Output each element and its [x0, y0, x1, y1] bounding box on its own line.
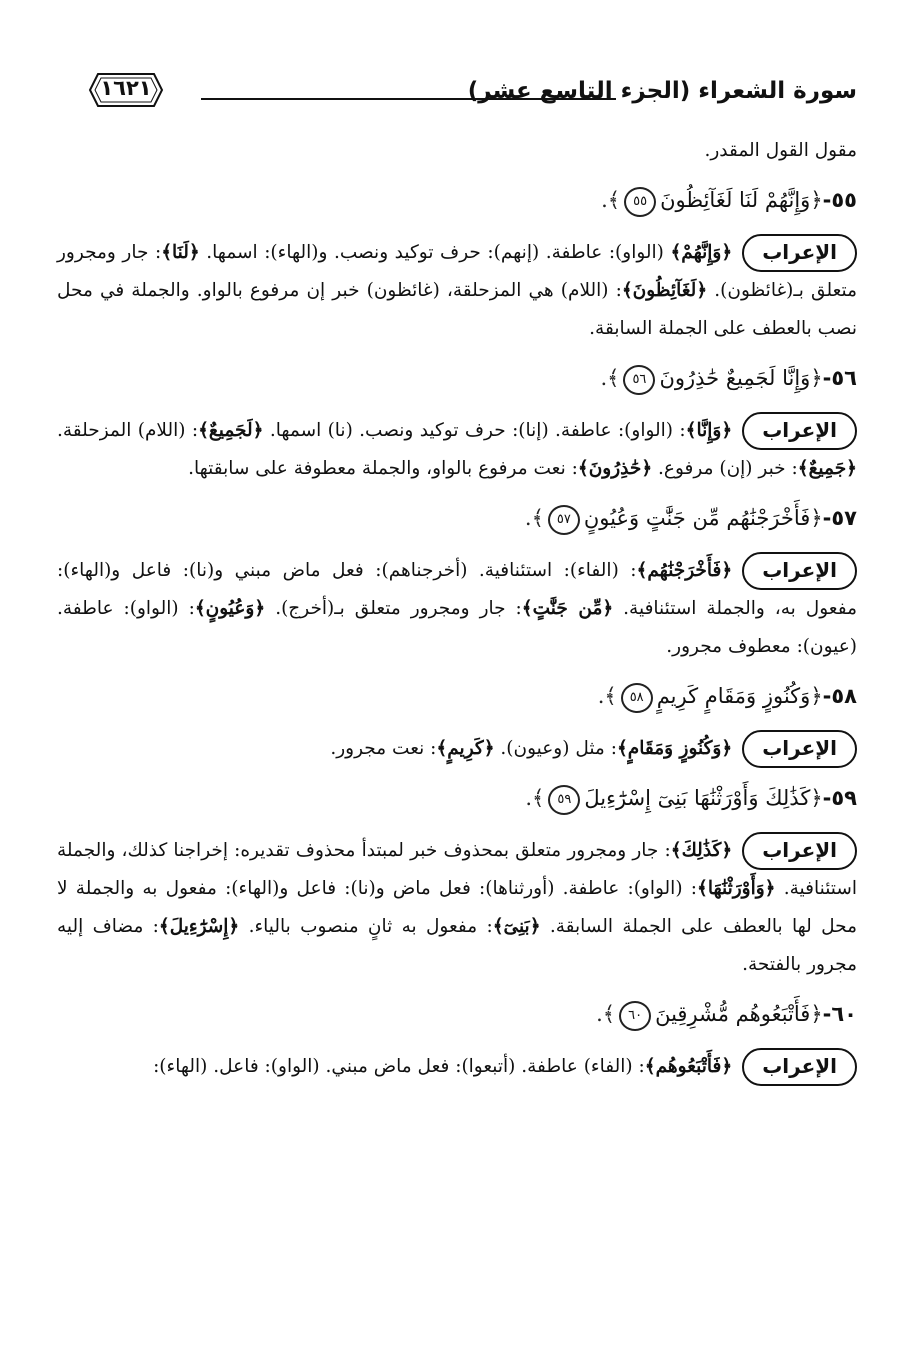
irab-label-badge: الإعراب	[742, 412, 857, 450]
irab-paragraph	[57, 552, 857, 666]
irab-text: : نعت مرفوع بالواو، والجملة معطوفة على سابقتها.	[188, 458, 578, 479]
quoted-word: ﴿بَنِىٓ﴾	[492, 916, 541, 937]
irab-paragraph	[57, 1048, 857, 1086]
irab-label-badge: الإعراب	[742, 552, 857, 590]
verse-number: ٥٦-	[822, 366, 857, 390]
quoted-word: ﴿فَأَخْرَجْنَٰهُم﴾	[636, 560, 733, 581]
irab-text: : (الواو): عاطفة. (إنا): حرف توكيد ونصب. (نا) اسمها.	[263, 420, 686, 441]
ayah-number-mark: ٥٥	[624, 187, 656, 217]
quoted-word: ﴿وَأَوْرَثْنَٰهَا﴾	[697, 878, 776, 899]
irab-text: : (الواو): عاطفة. (عيون): معطوف مجرور.	[57, 598, 857, 657]
quoted-word: ﴿كَرِيمٍ﴾	[436, 738, 495, 759]
verse-number: ٥٧-	[822, 506, 857, 530]
verse-text: ﴿فَأَتْبَعُوهُم مُّشْرِقِينَ	[655, 1002, 823, 1026]
page-header	[86, 62, 857, 118]
irab-text: : جار ومجرور متعلق بـ(غائظون).	[57, 242, 857, 301]
irab-text: : خبر (إن) مرفوع.	[652, 458, 798, 479]
ayah-number-mark: ٦٠	[619, 1001, 651, 1031]
quoted-word: ﴿وَعُيُونٍ﴾	[194, 598, 266, 619]
page-number-badge	[86, 70, 166, 110]
intro-text: مقول القول المقدر.	[704, 140, 857, 161]
verse-number: ٥٥-	[822, 188, 857, 212]
irab-paragraph	[57, 234, 857, 348]
header-title: سورة الشعراء (الجزء التاسع عشر)	[467, 78, 857, 104]
irab-label-badge: الإعراب	[742, 832, 857, 870]
page-body	[57, 132, 857, 1092]
verse-line	[57, 180, 857, 220]
quoted-word: ﴿وَإِنَّهُمْ﴾	[670, 242, 733, 263]
irab-text: : (اللام) هي المزحلقة، (غائظون) خبر إن مرفوع بالواو. والجملة في محل نصب بالعطف على الجملة السابقة.	[57, 280, 857, 339]
ayah-number-mark: ٥٧	[548, 505, 580, 535]
ayah-number-mark: ٥٨	[621, 683, 653, 713]
verse-text: ﴿وَإِنَّهُمْ لَنَا لَغَآئِظُونَ	[660, 188, 823, 212]
quoted-word: ﴿إِسْرَٰٓءِيلَ﴾	[158, 916, 240, 937]
verse-text: ﴿فَأَخْرَجْنَٰهُم مِّن جَنَّٰتٍ وَعُيُونٍ	[583, 506, 823, 530]
irab-text: : (الواو): عاطفة. (أورثناها): فعل ماض و(نا): فاعل و(الهاء): مفعول به والجملة لا محل لها بالعطف على الجملة السابقة.	[57, 878, 857, 937]
irab-paragraph	[57, 832, 857, 984]
irab-text: : (الفاء) عاطفة. (أتبعوا): فعل ماض مبني. (الواو): فاعل. (الهاء):	[153, 1056, 645, 1077]
irab-text: : مفعول به ثانٍ منصوب بالياء.	[239, 916, 493, 937]
irab-paragraph	[57, 412, 857, 488]
verse-close: ﴾.	[601, 188, 621, 212]
verse-number: ٦٠-	[822, 1002, 857, 1026]
quoted-word: ﴿حَٰذِرُونَ﴾	[577, 458, 653, 479]
irab-text: : نعت مجرور.	[330, 738, 437, 759]
verse-line	[57, 498, 857, 538]
verse-text: ﴿وَكُنُوزٍ وَمَقَامٍ كَرِيمٍ	[656, 684, 823, 708]
verse-line	[57, 778, 857, 818]
ayah-number-mark: ٥٦	[623, 365, 655, 395]
verse-close: ﴾.	[524, 506, 544, 530]
verse-text: ﴿وَإِنَّا لَجَمِيعٌ حَٰذِرُونَ	[659, 366, 823, 390]
header-rule	[201, 98, 616, 100]
irab-label-badge: الإعراب	[742, 730, 857, 768]
verse-line	[57, 676, 857, 716]
irab-text: : جار ومجرور متعلق بـ(أخرج).	[265, 598, 522, 619]
verse-close: ﴾.	[596, 1002, 616, 1026]
verse-line	[57, 994, 857, 1034]
verse-close: ﴾.	[525, 786, 545, 810]
ayah-number-mark: ٥٩	[548, 785, 580, 815]
quoted-word: ﴿لَغَآئِظُونَ﴾	[621, 280, 708, 301]
page-number: ١٦٢١	[100, 76, 152, 100]
quoted-word: ﴿كَذَٰلِكَ﴾	[670, 840, 733, 861]
irab-text: : جار ومجرور متعلق بمحذوف خبر لمبتدأ محذوف تقديره: إخراجنا كذلك، والجملة استئنافية.	[57, 840, 858, 899]
irab-label-badge: الإعراب	[742, 1048, 857, 1086]
verse-line	[57, 358, 857, 398]
irab-text: : مضاف إليه مجرور بالفتحة.	[57, 916, 857, 975]
quoted-word: ﴿لَنَا﴾	[161, 242, 200, 263]
irab-paragraph	[57, 730, 857, 768]
irab-text: : مثل (وعيون).	[494, 738, 617, 759]
verse-close: ﴾.	[597, 684, 617, 708]
irab-text: : (الفاء): استئنافية. (أخرجناهم): فعل ماض مبني و(نا): فاعل و(الهاء): مفعول به، والجملة استئنافية.	[57, 560, 857, 619]
quoted-word: ﴿لَجَمِيعٌ﴾	[198, 420, 264, 441]
verse-number: ٥٩-	[822, 786, 857, 810]
verse-close: ﴾.	[600, 366, 620, 390]
verse-number: ٥٨-	[822, 684, 857, 708]
irab-text: : (اللام) المزحلقة.	[57, 420, 199, 441]
quoted-word: ﴿مِّن جَنَّٰتٍ﴾	[521, 598, 614, 619]
quoted-word: ﴿وَكُنُوزٍ وَمَقَامٍ﴾	[616, 738, 733, 759]
quoted-word: ﴿جَمِيعٌ﴾	[797, 458, 857, 479]
verse-text: ﴿كَذَٰلِكَ وَأَوْرَثْنَٰهَا بَنِىٓ إِسْرَٰٓءِيلَ	[584, 786, 823, 810]
quoted-word: ﴿وَإِنَّا﴾	[685, 420, 733, 441]
quoted-word: ﴿فَأَتْبَعُوهُم﴾	[644, 1056, 733, 1077]
irab-text: (الواو): عاطفة. (إنهم): حرف توكيد ونصب. و(الهاء): اسمها.	[199, 242, 671, 263]
irab-label-badge: الإعراب	[742, 234, 857, 272]
